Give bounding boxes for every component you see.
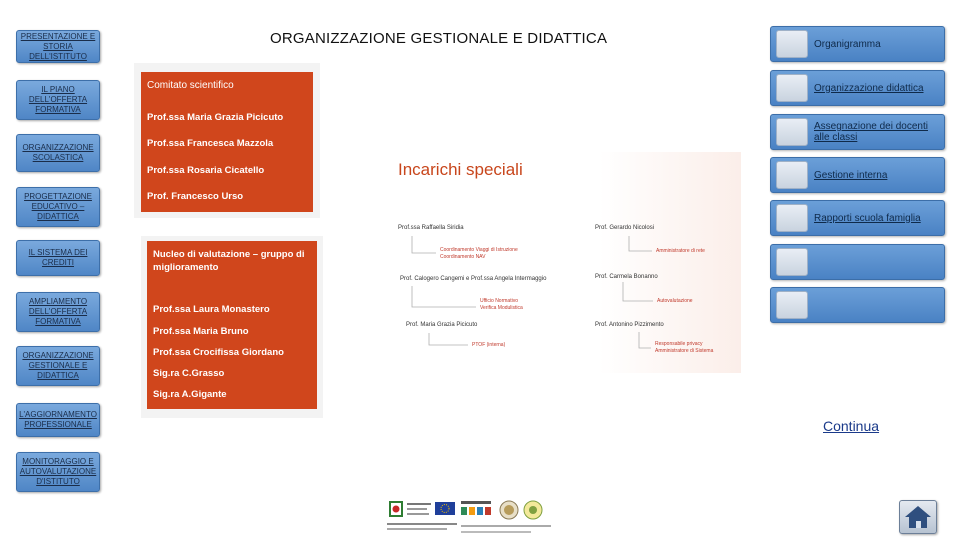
comitato-member: Prof. Francesco Urso [147,191,244,202]
nav-item-label: PROGETTAZIONE EDUCATIVO – DIDATTICA [24,192,92,221]
incarichi-role: Responsabile privacy [655,341,703,347]
nucleo-box [147,241,317,409]
incarichi-role: Verifica Modulistica [480,305,523,311]
nucleo-member: Prof.ssa Laura Monastero [153,304,270,315]
incarichi-person: Prof.ssa Raffaella Siridia [398,225,464,231]
comitato-box [141,72,313,212]
menu-thumbnail [776,204,808,232]
logos-graphic [385,497,555,539]
nucleo-member: Prof.ssa Crocifissa Giordano [153,347,284,358]
nav-item-sistema-crediti[interactable] [16,240,100,276]
menu-thumbnail [776,30,808,58]
comitato-member: Prof.ssa Rosaria Cicatello [147,165,265,176]
menu-organizzazione-didattica[interactable] [770,70,945,106]
nucleo-panel [141,236,323,418]
menu-thumbnail [776,248,808,276]
menu-thumbnail [776,161,808,189]
nav-item-label: IL PIANO DELL'OFFERTA FORMATIVA [28,85,88,114]
nav-item-monitoraggio[interactable] [16,452,100,492]
nucleo-member: Prof.ssa Maria Bruno [153,326,249,337]
incarichi-connectors [386,152,741,373]
incarichi-role: Coordinamento NAV [440,254,486,260]
menu-organigramma[interactable] [770,26,945,62]
nav-item-organizzazione-scolastica[interactable] [16,134,100,172]
incarichi-person: Prof. Gerardo Nicolosi [595,225,655,231]
comitato-panel [134,63,320,218]
menu-rapporti-scuola-famiglia[interactable] [770,200,945,236]
nav-item-label: IL SISTEMA DEI CREDITI [28,248,88,267]
menu-assegnazione-docenti[interactable] [770,114,945,150]
menu-label: Organigramma [814,38,881,50]
nucleo-title-line: Nucleo di valutazione – gruppo di [153,249,305,260]
menu-empty-slot[interactable] [770,244,945,280]
incarichi-title: Incarichi speciali [398,160,523,179]
home-icon [900,501,936,533]
menu-label [814,288,940,322]
continua-link[interactable]: Continua [823,418,880,434]
incarichi-person: Prof. Maria Grazia Picicuto [406,322,478,328]
nucleo-title-line: miglioramento [153,262,219,273]
menu-label: Rapporti scuola famiglia [814,212,921,224]
page-title: ORGANIZZAZIONE GESTIONALE E DIDATTICA [270,30,608,47]
menu-thumbnail [776,118,808,146]
partner-logos [385,497,555,539]
menu-gestione-interna[interactable] [770,157,945,193]
nav-item-label: AMPLIAMENTO DELL'OFFERTA FORMATIVA [28,297,88,326]
nucleo-member: Sig.ra A.Gigante [153,389,227,400]
menu-label: Assegnazione dei docenti alle classi [814,121,928,143]
nav-item-organizzazione-gestionale[interactable] [16,346,100,386]
menu-thumbnail [776,291,808,319]
incarichi-role: Ufficio Normativo [480,298,518,304]
menu-label: Organizzazione didattica [814,82,924,94]
incarichi-role: Amministratore di Sistema [655,348,714,354]
nav-item-aggiornamento[interactable] [16,403,100,437]
incarichi-role: Autovalutazione [657,298,693,304]
menu-label [814,245,940,279]
incarichi-person: Prof. Calogero Cangemi e Prof.ssa Angela Intermaggio [400,276,547,282]
nav-item-ampliamento[interactable] [16,292,100,332]
incarichi-speciali-chart [386,152,741,373]
menu-label: Gestione interna [814,169,888,181]
home-button[interactable] [899,500,937,534]
nav-item-label: MONITORAGGIO E AUTOVALUTAZIONE D'ISTITUTO [19,457,97,486]
nav-item-progettazione[interactable] [16,187,100,227]
incarichi-person: Prof. Antonino Pizzimento [595,322,664,328]
nav-item-label: ORGANIZZAZIONE SCOLASTICA [22,143,94,162]
incarichi-role: Amministratore di rete [656,248,705,254]
incarichi-person: Prof. Carmela Bonanno [595,274,658,280]
nav-item-label: PRESENTAZIONE E STORIA DELL'ISTITUTO [20,31,96,61]
nav-item-label: L'AGGIORNAMENTO PROFESSIONALE [19,410,97,429]
incarichi-role: Coordinamento Viaggi di Istruzione [440,247,518,253]
comitato-title: Comitato scientifico [147,80,234,91]
nav-item-presentazione[interactable] [16,30,100,63]
comitato-member: Prof.ssa Francesca Mazzola [147,138,274,149]
comitato-member: Prof.ssa Maria Grazia Picicuto [147,112,284,123]
nav-item-label: ORGANIZZAZIONE GESTIONALE E DIDATTICA [22,351,94,380]
menu-thumbnail [776,74,808,102]
incarichi-role: PTOF (interna) [472,342,506,348]
nucleo-member: Sig.ra C.Grasso [153,368,225,379]
nav-item-piano-offerta[interactable] [16,80,100,120]
menu-empty-slot[interactable] [770,287,945,323]
